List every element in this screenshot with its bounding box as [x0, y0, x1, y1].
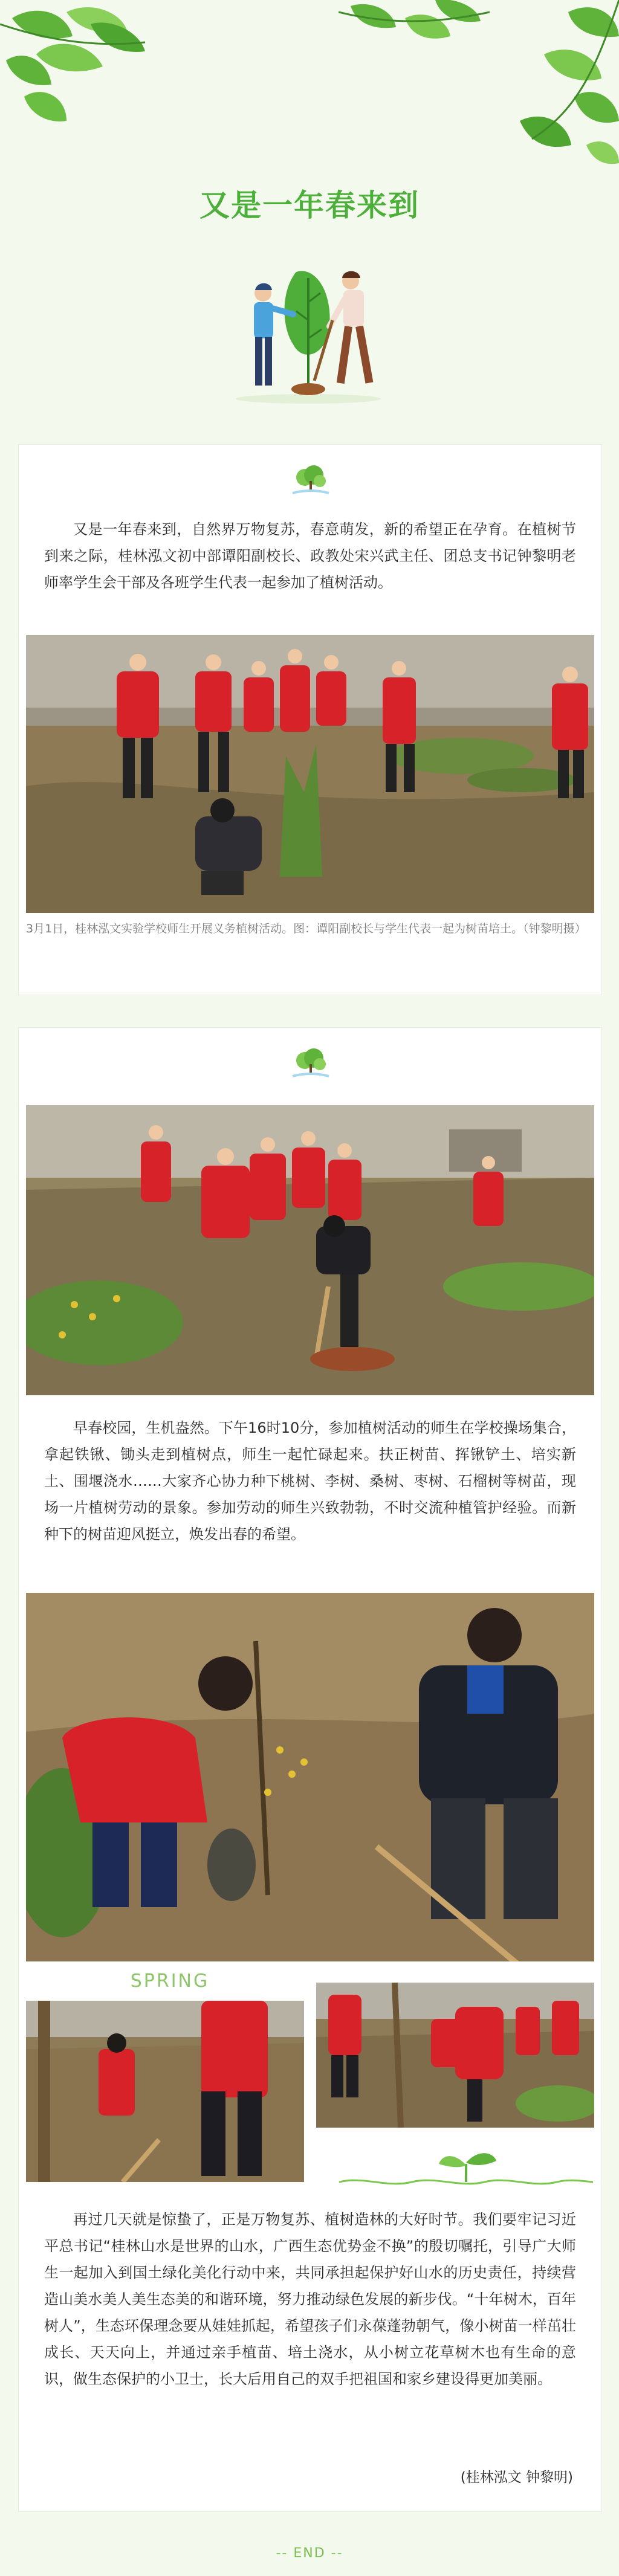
- leaf-decoration-left-icon: [0, 0, 181, 145]
- leaf-decoration-right-icon: [496, 0, 619, 181]
- end-marker: -- END --: [276, 2546, 343, 2561]
- tree-planting-illustration: [212, 242, 405, 411]
- planting-photo-3: [26, 1593, 594, 1961]
- intro-paragraph: 又是一年春来到，自然界万物复苏，春意萌发，新的希望正在孕育。在植树节到来之际，桂林泓文初中部谭阳副校长、政教处宋兴武主任、团总支书记钟黎明老师率学生会干部及各班学生代表一起参加了植树活动。: [44, 521, 576, 591]
- planting-photo-1: [26, 635, 594, 913]
- article-card-1: [18, 444, 602, 995]
- page-title: 又是一年春来到: [199, 188, 420, 223]
- spring-label: SPRING: [130, 1971, 210, 1992]
- sprout-icon: [339, 2140, 593, 2188]
- article-card-2: [18, 1027, 602, 2512]
- planting-photo-2: [26, 1105, 594, 1395]
- closing-paragraph: 再过几天就是惊蛰了，正是万物复苏、植树造林的大好时节。我们要牢记习近平总书记“桂林山水是世界的山水，广西生态优势金不换”的殷切嘱托，引导广大师生一起加入到国土绿化美化行动中来，共同承担起保护好山水的历史责任，持续营造山美水美人美生态美的和谐环境，努力推动绿色发展的新步伐。“十年树木，百年树人”，生态环保理念要从娃娃抓起，希望孩子们永葆蓬勃朝气，像小树苗一样茁壮成长、天天向上，并通过亲手植苗、培土浇水，从小树立花草树木也有生命的意识，做生态保护的小卫士，长大后用自己的双手把祖国和家乡建设得更加美丽。: [44, 2211, 576, 2387]
- planting-photo-5: [316, 1983, 594, 2128]
- activity-paragraph: 早春校园，生机盎然。下午16时10分，参加植树活动的师生在学校操场集合，拿起铁锹、锄头走到植树点，师生一起忙碌起来。扶正树苗、挥锹铲土、培实新土、围堰浇水……大家齐心协力种下桃树、李树、桑树、枣树、石榴树等树苗，现场一片植树劳动的景象。参加劳动的师生兴致勃勃，不时交流种植管护经验。而新种下的树苗迎风挺立，焕发出春的希望。: [44, 1419, 576, 1543]
- small-tree-icon: [290, 464, 332, 497]
- planting-photo-4: [26, 2001, 304, 2182]
- leaf-decoration-middle-icon: [339, 0, 496, 73]
- author-signature: (桂林泓文 钟黎明): [460, 2470, 573, 2485]
- photo-1-caption: 3月1日，桂林泓文实验学校师生开展义务植树活动。图：谭阳副校长与学生代表一起为树苗培土。（钟黎明摄）: [26, 922, 586, 935]
- small-tree-icon-2: [290, 1047, 332, 1080]
